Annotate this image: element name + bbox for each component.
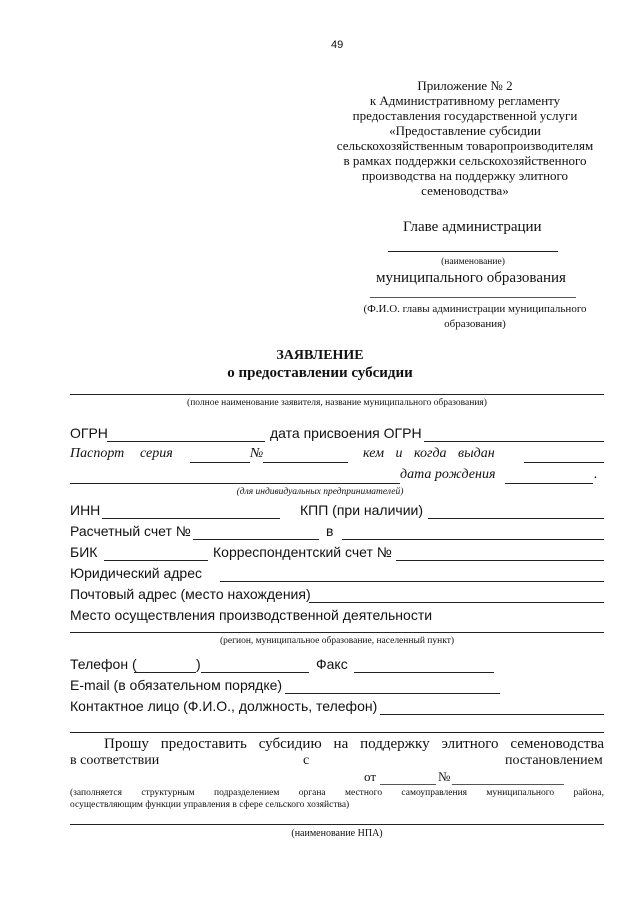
email-label: E-mail (в обязательном порядке) — [70, 677, 283, 693]
addressee-fio-caption: (Ф.И.О. главы администрации муниципального — [363, 303, 587, 315]
appendix-line: в рамках поддержки сельскохозяйственного — [343, 153, 587, 168]
npa-name-caption: (наименование НПА) — [291, 828, 383, 839]
inn-input[interactable] — [102, 518, 280, 519]
request-resolution: постановлением — [505, 753, 603, 768]
legal-address-input[interactable] — [220, 581, 604, 582]
appendix-line: Приложение № 2 — [417, 78, 513, 93]
bik-label: БИК — [70, 544, 98, 560]
request-from: от — [364, 769, 377, 784]
ogrn-date-input[interactable] — [424, 441, 604, 442]
addressee-fio-line[interactable] — [370, 297, 576, 298]
applicant-name-line[interactable] — [70, 394, 604, 395]
issued-by-label: кем и когда выдан — [363, 446, 495, 461]
birth-date-input[interactable] — [505, 483, 593, 484]
series-label: серия — [140, 446, 173, 461]
addressee-municipality: муниципального образования — [376, 270, 566, 286]
passport-label: Паспорт — [70, 446, 125, 461]
ogrn-date-label: дата присвоения ОГРН — [270, 425, 422, 441]
issued-by-continuation-input[interactable] — [70, 483, 400, 484]
birth-date-period: . — [594, 467, 598, 482]
fax-input[interactable] — [354, 672, 494, 673]
bik-input[interactable] — [104, 560, 208, 561]
passport-number-sign: № — [250, 446, 264, 461]
birth-date-label: дата рождения — [400, 467, 496, 482]
bank-in-label: в — [326, 523, 334, 539]
fax-label: Факс — [316, 656, 348, 672]
phone-label: Телефон ( — [70, 656, 137, 672]
appendix-line: производства на поддержку элитного — [361, 168, 569, 183]
appendix-line: «Предоставление субсидии — [389, 123, 541, 138]
appendix-line: предоставления государственной услуги — [352, 108, 578, 123]
account-input[interactable] — [193, 539, 319, 540]
addressee-name-caption: (наименование) — [441, 257, 505, 267]
filled-by-caption: (заполняется структурным подразделением органа местного самоуправления муниципального района, — [70, 788, 604, 798]
passport-number-input[interactable] — [263, 462, 348, 463]
page-number: 49 — [331, 39, 344, 51]
individual-caption: (для индивидуальных предпринимателей) — [236, 487, 404, 497]
phone-close-paren: ) — [196, 656, 201, 672]
contact-continuation-input[interactable] — [70, 732, 604, 733]
request-in-accordance: в соответствии — [70, 753, 160, 768]
resolution-number-input[interactable] — [452, 784, 564, 785]
kpp-label: КПП (при наличии) — [300, 502, 424, 518]
request-with: с — [303, 753, 310, 768]
passport-series-input[interactable] — [190, 462, 250, 463]
legal-address-label: Юридический адрес — [70, 565, 203, 581]
postal-address-label: Почтовый адрес (место нахождения) — [70, 586, 311, 602]
filled-by-caption-2: осуществляющим функции управления в сфере сельского хозяйства) — [70, 800, 350, 810]
contact-label: Контактное лицо (Ф.И.О., должность, телефон) — [70, 698, 378, 714]
kpp-input[interactable] — [428, 518, 604, 519]
phone-code-input[interactable] — [134, 672, 196, 673]
inn-label: ИНН — [70, 502, 101, 518]
production-place-input[interactable] — [70, 632, 604, 633]
corr-account-input[interactable] — [396, 560, 604, 561]
phone-number-input[interactable] — [201, 672, 309, 673]
account-label: Расчетный счет № — [70, 523, 191, 539]
request-text: Прошу предоставить субсидию на поддержку элитного семеноводства — [104, 736, 604, 752]
appendix-line: сельскохозяйственным товаропроизводителям — [336, 138, 594, 153]
document-subtitle: о предоставлении субсидии — [227, 365, 413, 381]
region-caption: (регион, муниципальное образование, населенный пункт) — [219, 636, 455, 646]
appendix-line: семеноводства» — [421, 183, 509, 198]
corr-account-label: Корреспондентский счет № — [213, 544, 392, 560]
addressee-head: Главе администрации — [403, 219, 542, 235]
addressee-name-line[interactable] — [388, 251, 558, 252]
ogrn-label: ОГРН — [70, 425, 108, 441]
npa-name-input[interactable] — [70, 824, 604, 825]
bank-input[interactable] — [342, 539, 604, 540]
applicant-name-caption: (полное наименование заявителя, название муниципального образования) — [187, 398, 487, 408]
email-input[interactable] — [285, 693, 500, 694]
resolution-date-input[interactable] — [380, 784, 436, 785]
production-place-label: Место осуществления производственной деятельности — [70, 607, 433, 623]
request-number: № — [438, 769, 451, 784]
document-title: ЗАЯВЛЕНИЕ — [276, 348, 364, 363]
ogrn-input[interactable] — [107, 441, 265, 442]
postal-address-input[interactable] — [309, 602, 604, 603]
issued-by-input[interactable] — [524, 462, 604, 463]
addressee-fio-caption-2: образования) — [444, 318, 506, 330]
contact-input[interactable] — [380, 714, 604, 715]
appendix-line: к Административному регламенту — [369, 93, 561, 108]
